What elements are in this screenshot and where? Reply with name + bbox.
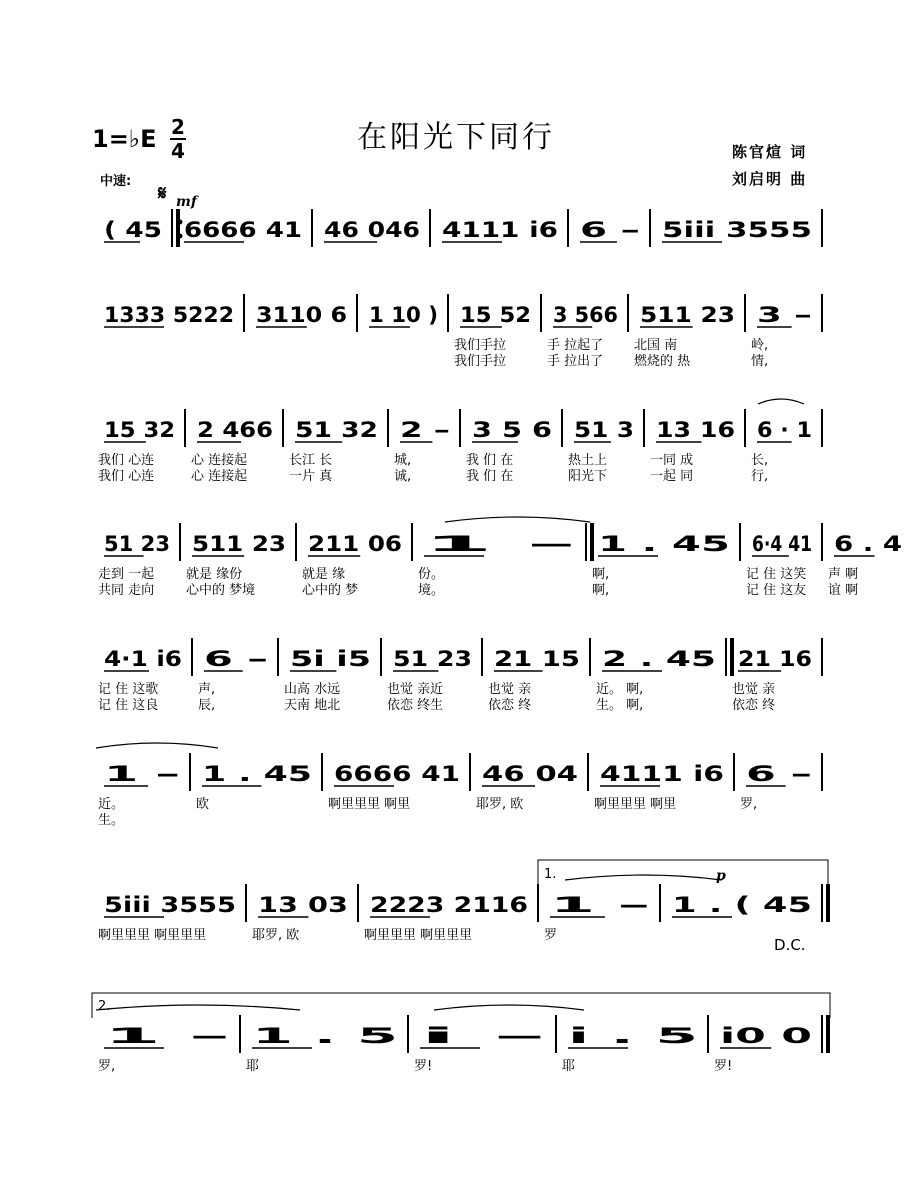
- notation-measure: 6666 41: [184, 218, 302, 242]
- lyric-verse-1: 啊里里里 啊里里里: [98, 928, 207, 943]
- lyric-verse-2: 境。: [418, 583, 445, 598]
- notation-measure: 51 23: [104, 532, 170, 556]
- lyric-verse-2: 啊,: [592, 583, 610, 598]
- lyric-verse-1: 记 住 这笑: [746, 567, 807, 582]
- notation-measure: 6 –: [580, 218, 640, 242]
- notation-measure: 5i i5: [290, 647, 371, 671]
- lyric-verse-1: 啊里里里 啊里: [594, 797, 677, 812]
- lyric-verse-2: 一起 同: [650, 469, 694, 484]
- lyric-verse-1: 欧: [196, 797, 210, 812]
- lyric-verse-2: 心 连接起: [191, 469, 248, 484]
- notation-measure: i . 5: [568, 1024, 698, 1048]
- lyric-verse-1: 耶罗, 欧: [252, 928, 300, 943]
- lyric-verse-1: 长江 长: [289, 453, 333, 468]
- notation-measure: 21 16: [738, 647, 812, 671]
- lyric-verse-2: 我们手拉: [454, 354, 507, 369]
- lyric-verse-2: 心中的 梦境: [186, 583, 256, 598]
- repeat-dot: [178, 234, 183, 239]
- lyric-verse-2: 天南 地北: [284, 698, 341, 713]
- lyric-verse-1: 手 拉起了: [547, 338, 604, 353]
- dynamic-mf: mf: [176, 194, 197, 210]
- notation-measure: 15 32: [104, 418, 175, 442]
- lyric-verse-1: 啊,: [592, 567, 610, 582]
- key-signature: 1=♭E: [92, 125, 157, 153]
- volta-label-2: 2.: [98, 999, 111, 1014]
- time-signature-bottom: 4: [171, 139, 185, 163]
- lyric-verse-1: 北国 南: [634, 338, 678, 353]
- lyric-verse-1: 记 住 这歌: [98, 682, 159, 697]
- notation-measure: 4111 i6: [600, 762, 724, 786]
- notation-measure: 1333 5222: [104, 303, 234, 327]
- lyric-verse-1: 就是 缘: [302, 567, 346, 582]
- lyric-verse-2: 辰,: [198, 698, 216, 713]
- lyric-verse-1: 走到 一起: [98, 567, 155, 582]
- notation-measure: 1 –: [104, 1024, 230, 1048]
- lyric-verse-2: 一片 真: [289, 469, 333, 484]
- lyric-verse-1: 罗,: [98, 1059, 116, 1074]
- tempo-marking: 中速:: [100, 174, 132, 189]
- lyric-verse-2: 我 们 在: [466, 469, 514, 484]
- lyric-verse-2: 手 拉出了: [547, 354, 604, 369]
- notation-measure: 2 –: [400, 418, 450, 442]
- lyric-verse-1: 声 啊: [828, 567, 859, 582]
- lyric-verse-2: 我们 心连: [98, 469, 155, 484]
- lyric-verse-1: 也觉 亲近: [387, 682, 444, 697]
- tie-slur: [96, 743, 218, 748]
- repeat-dot: [178, 220, 183, 225]
- notation-measure: 6 –: [204, 647, 268, 671]
- lyric-verse-1: 声,: [198, 682, 216, 697]
- lyric-verse-1: 岭,: [751, 338, 769, 353]
- notation-measure: 1 –: [424, 532, 576, 556]
- volta-bracket-1: [538, 860, 828, 885]
- lyric-verse-1: 耶: [562, 1059, 576, 1074]
- notation-measure: 1 –: [550, 893, 650, 917]
- lyric-verse-1: 份。: [418, 567, 445, 582]
- notation-measure: 3 5 6: [472, 418, 552, 442]
- lyric-verse-1: 近。 啊,: [596, 682, 644, 697]
- lyric-verse-1: 啊里里里 啊里: [328, 797, 411, 812]
- tie-slur: [445, 517, 590, 522]
- lyric-verse-1: 城,: [394, 453, 412, 468]
- lyric-verse-1: 一同 成: [650, 453, 694, 468]
- notation-measure: 15 52: [460, 303, 531, 327]
- notation-measure: ( 45: [104, 218, 162, 242]
- lyric-verse-1: 心 连接起: [191, 453, 248, 468]
- notation-measure: 3110 6: [256, 303, 347, 327]
- lyric-verse-1: 我 们 在: [466, 453, 514, 468]
- lyric-verse-2: 阳光下: [568, 469, 608, 484]
- lyric-verse-2: 记 住 这友: [746, 583, 807, 598]
- notation-measure: i0 0: [720, 1024, 812, 1048]
- lyric-verse-2: 依恋 终: [732, 698, 776, 713]
- lyric-verse-1: 罗!: [714, 1059, 733, 1074]
- notation-measure: 51 23: [393, 647, 472, 671]
- notation-measure: 6 · 1: [757, 418, 812, 442]
- notation-measure: 1 . 45: [598, 532, 730, 556]
- volta-label-1: 1.: [544, 867, 557, 882]
- notation-measure: i –: [420, 1024, 546, 1048]
- tie-slur: [565, 875, 722, 880]
- lyric-verse-1: 也觉 亲: [488, 682, 532, 697]
- lyric-verse-2: 心中的 梦: [302, 583, 359, 598]
- lyric-verse-1: 啊里里里 啊里里里: [364, 928, 473, 943]
- lyric-verse-1: 我们 心连: [98, 453, 155, 468]
- lyric-verse-1: 我们手拉: [454, 338, 507, 353]
- lyric-verse-1: 热土上: [568, 453, 608, 468]
- notation-measure: 511 23: [192, 532, 286, 556]
- lyric-verse-1: 罗,: [740, 797, 758, 812]
- dynamic-p: p: [716, 868, 726, 884]
- lyric-verse-2: 共同 走向: [98, 583, 155, 598]
- notation-measure: 1 –: [104, 762, 180, 786]
- lyric-verse-1: 耶罗, 欧: [476, 797, 524, 812]
- tie-slur: [434, 1005, 584, 1010]
- notation-measure: 3 566: [553, 303, 618, 327]
- lyric-verse-2: 燃烧的 热: [634, 354, 691, 369]
- lyric-verse-1: 罗: [544, 928, 558, 943]
- notation-measure: 2 . 45: [602, 647, 716, 671]
- lyric-verse-1: 也觉 亲: [732, 682, 776, 697]
- notation-measure: 6 . 4: [834, 532, 902, 556]
- lyric-verse-2: 生。: [98, 813, 125, 828]
- lyric-verse-2: 生。 啊,: [596, 698, 644, 713]
- notation-measure: 4111 i6: [442, 218, 558, 242]
- lyric-verse-2: 记 住 这良: [98, 698, 159, 713]
- notation-measure: 1 . ( 45: [672, 893, 812, 917]
- notation-measure: 211 06: [308, 532, 402, 556]
- notation-measure: 4·1 i6: [104, 647, 182, 671]
- notation-measure: 511 23: [640, 303, 735, 327]
- notation-measure: 1 10 ): [369, 303, 438, 327]
- notation-measure: 6·4 41: [752, 532, 812, 556]
- lyric-verse-2: 情,: [751, 354, 769, 369]
- notation-measure: 6 –: [746, 762, 812, 786]
- notation-measure: 51 3: [574, 418, 634, 442]
- notation-measure: 46 04: [482, 762, 578, 786]
- page-title: 在阳光下同行: [357, 120, 555, 155]
- notation-measure: 5iii 3555: [662, 218, 812, 242]
- tie-slur: [758, 399, 804, 404]
- tie-slur: [96, 1005, 300, 1010]
- lyric-verse-1: 就是 缘份: [186, 567, 243, 582]
- notation-measure: 1 . 5: [252, 1024, 398, 1048]
- lyric-verse-2: 行,: [751, 469, 769, 484]
- lyric-verse-1: 耶: [246, 1059, 260, 1074]
- notation-measure: 6666 41: [334, 762, 460, 786]
- segno-sign: 𝄋: [158, 181, 167, 205]
- notation-measure: 21 15: [494, 647, 580, 671]
- notation-measure: 1 . 45: [202, 762, 312, 786]
- lyric-verse-1: 罗!: [414, 1059, 433, 1074]
- lyric-verse-2: 依恋 终生: [387, 698, 444, 713]
- notation-measure: 13 03: [258, 893, 348, 917]
- notation-measure: 5iii 3555: [104, 893, 236, 917]
- time-signature-top: 2: [171, 115, 185, 139]
- lyric-verse-2: 依恋 终: [488, 698, 532, 713]
- notation-measure: 3 –: [757, 303, 812, 327]
- notation-measure: 2223 2116: [370, 893, 528, 917]
- lyric-verse-1: 近。: [98, 797, 125, 812]
- notation-measure: 51 32: [295, 418, 378, 442]
- composer-credit: 刘启明 曲: [732, 170, 808, 188]
- lyricist-credit: 陈官煊 词: [732, 143, 808, 161]
- dc-marking: D.C.: [774, 936, 806, 954]
- lyric-verse-1: 长,: [751, 453, 769, 468]
- notation-measure: 13 16: [656, 418, 735, 442]
- lyric-verse-2: 谊 啊: [828, 583, 859, 598]
- lyric-verse-1: 山高 水远: [284, 682, 341, 697]
- notation-measure: 2 466: [197, 418, 273, 442]
- notation-measure: 46 046: [324, 218, 420, 242]
- lyric-verse-2: 诚,: [394, 469, 412, 484]
